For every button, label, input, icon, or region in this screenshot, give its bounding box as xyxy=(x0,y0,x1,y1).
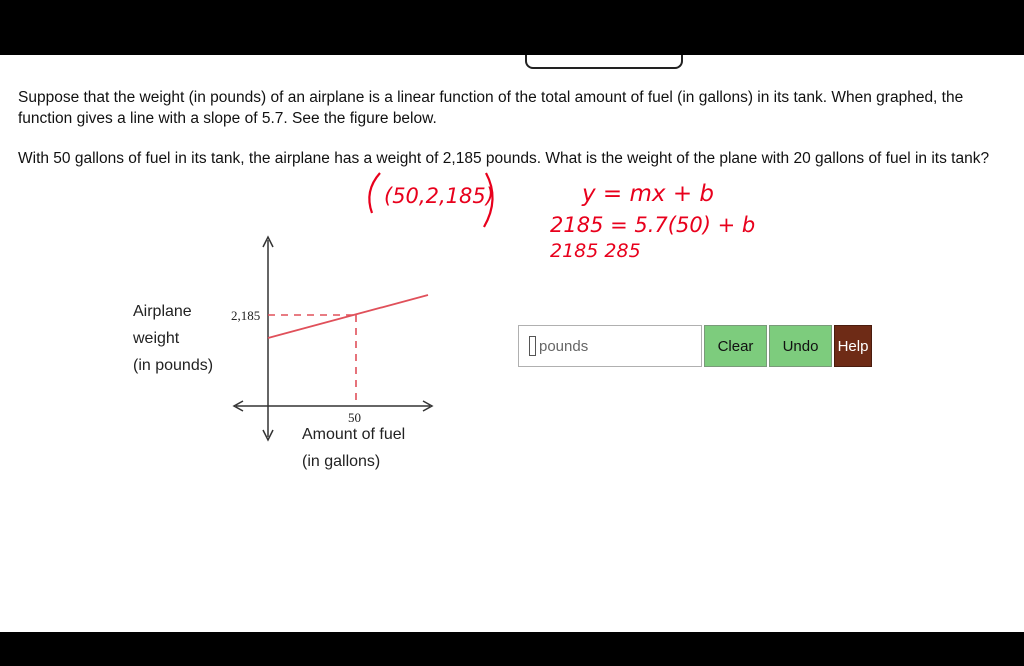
handwritten-annotations xyxy=(0,55,1024,632)
undo-button[interactable]: Undo xyxy=(769,325,832,367)
x-label-line: (in gallons) xyxy=(302,453,381,470)
ink-open-paren xyxy=(369,173,380,213)
x-label-line: Amount of fuel xyxy=(302,426,406,443)
ink-point-coordinates: (50,2,185) xyxy=(384,184,494,208)
ink-substitution: 2185 = 5.7(50) + b xyxy=(550,213,756,237)
y-label-line: (in pounds) xyxy=(133,357,214,374)
problem-question: With 50 gallons of fuel in its tank, the airplane has a weight of 2,185 pounds. What is the weight of the plane with 20 gallons of fuel in its tank? xyxy=(18,150,990,167)
bottom-black-bar xyxy=(0,632,1024,666)
y-label-line: Airplane xyxy=(133,303,192,320)
problem-statement: Suppose that the weight (in pounds) of an airplane is a linear function of the total amount of fuel (in gallons) in its tank. When graphed, the function gives a line with a slope of 5.7. See the figure below. xyxy=(18,89,964,127)
help-button[interactable]: Help xyxy=(834,325,872,367)
ink-simplification: 2185 285 xyxy=(550,240,641,262)
ink-slope-intercept-formula: y = mx + b xyxy=(582,181,715,207)
y-label-line: weight xyxy=(133,330,180,347)
question-panel xyxy=(0,55,1024,632)
x-tick-label: 50 xyxy=(348,410,361,425)
y-tick-label: 2,185 xyxy=(231,308,261,323)
clear-button[interactable]: Clear xyxy=(704,325,767,367)
top-black-bar xyxy=(0,0,1024,55)
